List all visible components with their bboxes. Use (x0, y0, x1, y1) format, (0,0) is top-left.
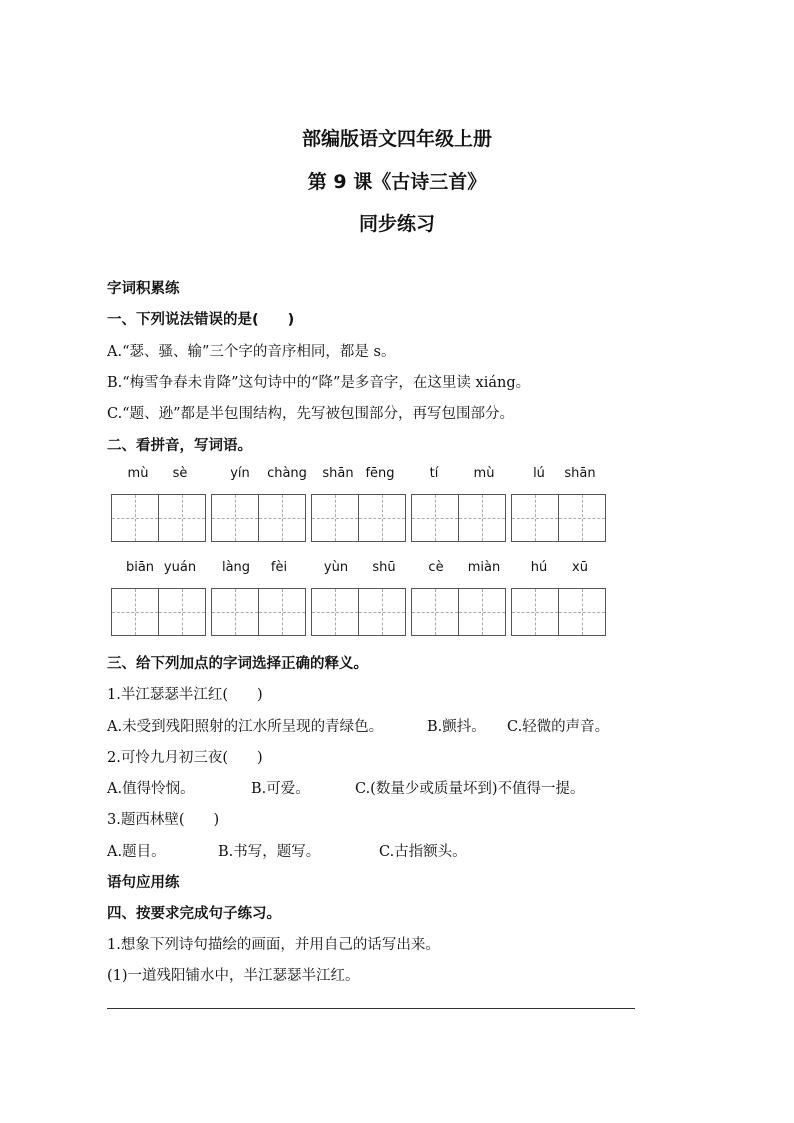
writing-box[interactable] (458, 494, 506, 542)
writing-box[interactable] (111, 494, 159, 542)
writing-box[interactable] (311, 494, 359, 542)
pinyin: shān (564, 466, 596, 481)
writing-box[interactable] (411, 494, 459, 542)
pinyin: yùn (323, 560, 349, 575)
pinyin: hú (530, 560, 548, 575)
question-3-stem: 三、给下列加点的字词选择正确的释义。 (107, 656, 368, 672)
section-heading-sentences: 语句应用练 (107, 875, 180, 891)
pinyin: mù (127, 466, 149, 481)
writing-box[interactable] (111, 588, 159, 636)
question-1-stem: 一、下列说法错误的是( ) (107, 312, 295, 328)
question-4-sub-1-1: (1)一道残阳铺水中，半江瑟瑟半江红。 (107, 968, 360, 984)
pinyin: biān (125, 560, 155, 575)
page-title-1: 部编版语文四年级上册 (301, 128, 492, 150)
writing-box[interactable] (158, 588, 206, 636)
pinyin-row-2 (111, 560, 611, 580)
question-3-item-1: 1.半江瑟瑟半江红( ) (107, 687, 263, 703)
option-a: A.值得怜悯。 (107, 781, 195, 797)
pinyin: shū (372, 560, 396, 575)
page-title-2: 第 9 课《古诗三首》 (307, 171, 487, 193)
question-2-stem: 二、看拼音，写词语。 (107, 438, 252, 454)
pinyin: làng (221, 560, 251, 575)
writing-box[interactable] (211, 588, 259, 636)
writing-box[interactable] (158, 494, 206, 542)
writing-box[interactable] (458, 588, 506, 636)
option-c: C.古指额头。 (379, 844, 467, 860)
question-3-item-2-options (107, 777, 585, 798)
pinyin: miàn (467, 560, 501, 575)
writing-box[interactable] (558, 588, 606, 636)
option-c: C.(数量少或质量坏到)不值得一提。 (355, 781, 585, 797)
pinyin: lú (533, 466, 545, 481)
option-a: A.题目。 (107, 844, 166, 860)
writing-box[interactable] (311, 588, 359, 636)
question-3-item-1-options (107, 715, 610, 736)
pinyin: sè (172, 466, 188, 481)
pinyin: cè (428, 560, 444, 575)
pinyin: mù (473, 466, 495, 481)
writing-box[interactable] (258, 588, 306, 636)
writing-box[interactable] (358, 588, 406, 636)
pinyin: fèi (270, 560, 288, 575)
writing-box[interactable] (511, 588, 559, 636)
option-b: B.可爱。 (251, 781, 310, 797)
writing-box[interactable] (358, 494, 406, 542)
option-b: B.书写，题写。 (218, 844, 321, 860)
writing-box[interactable] (511, 494, 559, 542)
writing-box[interactable] (558, 494, 606, 542)
question-3-item-2: 2.可怜九月初三夜( ) (107, 750, 263, 766)
section-heading-words: 字词积累练 (107, 281, 180, 297)
pinyin: tí (429, 466, 439, 481)
question-3-item-3: 3.题西林壁( ) (107, 812, 220, 828)
question-4-sub-1: 1.想象下列诗句描绘的画面，并用自己的话写出来。 (107, 937, 440, 953)
writing-box[interactable] (411, 588, 459, 636)
pinyin: fēng (365, 466, 395, 481)
question-4-stem: 四、按要求完成句子练习。 (107, 906, 281, 922)
pinyin: chàng (267, 466, 307, 481)
writing-box[interactable] (258, 494, 306, 542)
pinyin: yín (230, 466, 250, 481)
option-a: A.未受到残阳照射的江水所呈现的青绿色。 (107, 719, 384, 735)
writing-box[interactable] (211, 494, 259, 542)
pinyin-row-1 (111, 466, 611, 486)
question-1-option-c: C.“题、逊”都是半包围结构，先写被包围部分，再写包围部分。 (107, 406, 515, 422)
question-1-option-b: B.“梅雪争春未肯降”这句诗中的“降”是多音字，在这里读 xiáng。 (107, 375, 531, 391)
answer-line[interactable] (107, 1008, 635, 1009)
pinyin: yuán (163, 560, 197, 575)
option-b: B.颤抖。 (427, 719, 486, 735)
pinyin: shān (322, 466, 354, 481)
pinyin: xū (572, 560, 588, 575)
question-3-item-3-options (107, 840, 467, 861)
question-1-option-a: A.“瑟、骚、输”三个字的音序相同，都是 s。 (107, 344, 396, 360)
option-c: C.轻微的声音。 (507, 719, 610, 735)
page-title-3: 同步练习 (358, 213, 435, 235)
